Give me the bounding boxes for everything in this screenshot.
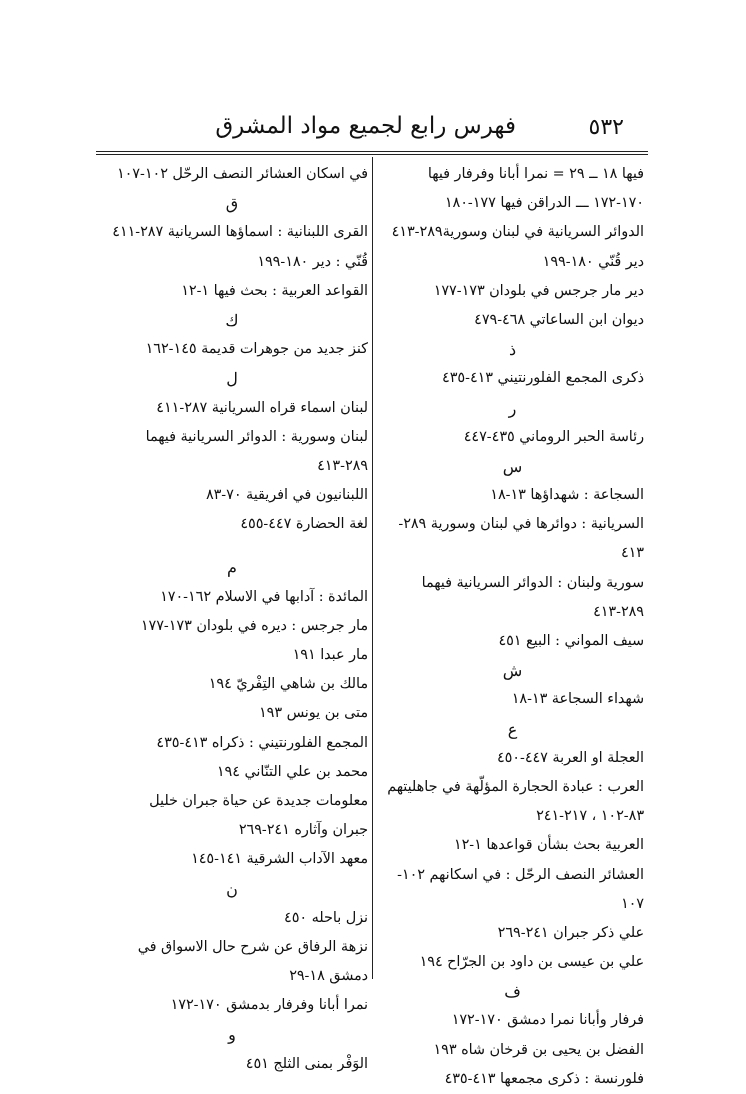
index-entry: فيها ١٨ ــ ٢٩ = نمرا أبانا وفرفار فيها — [427, 166, 644, 182]
index-entry: مار عبدا ١٩١ — [292, 647, 368, 663]
index-entry: العجلة او العربة ٤٤٧-٤٥٠ — [496, 749, 644, 766]
index-entry: الدوائر السريانية في لبنان وسورية٢٨٩-٤١٣ — [391, 224, 644, 241]
index-entry: العربية بحث بشأن قواعدها ١-١٢ — [453, 837, 644, 854]
index-entry: سورية ولبنان : الدوائر السريانية فيهما — [421, 574, 644, 591]
index-entry: لغة الحضارة ٤٤٧-٤٥٥ — [240, 516, 368, 533]
index-entry: متى بن يونس ١٩٣ — [258, 705, 368, 722]
section-letter: ل — [226, 369, 238, 389]
section-letter: ع — [507, 719, 518, 739]
index-entry: ١٧٠-١٧٢ ـــ الدراقن فيها ١٧٧-١٨٠ — [444, 195, 644, 212]
index-entry: معهد الآداب الشرقية ١٤١-١٤٥ — [191, 851, 368, 868]
index-entry: العشائر النصف الرحّل : في اسكانهم ١٠٢- — [397, 866, 644, 883]
section-letter: ر — [508, 398, 517, 418]
index-entry: لبنان اسماء قراه السريانية ٢٨٧-٤١١ — [156, 399, 368, 416]
index-entry: اللبنانيون في افريقية ٧٠-٨٣ — [205, 487, 368, 504]
index-entry: جبران وآثاره ٢٤١-٢٦٩ — [238, 822, 368, 839]
section-letter: ق — [225, 194, 239, 214]
index-entry: الفضل بن يحيى بن قرخان شاه ١٩٣ — [433, 1041, 644, 1058]
column-divider — [372, 157, 373, 979]
index-entry: ديوان ابن الساعاتي ٤٦٨-٤٧٩ — [474, 311, 644, 328]
index-entry: لبنان وسورية : الدوائر السريانية فيهما — [145, 428, 368, 445]
index-entry: القرى اللبنانية : اسماؤها السريانية ٢٨٧-٤١١ — [112, 224, 368, 241]
index-entry: نمرا أبانا وفرفار بدمشق ١٧٠-١٧٢ — [170, 997, 368, 1014]
index-entry: العرب : عبادة الحجارة المؤلّهة في جاهليتهم — [387, 778, 644, 795]
index-entry: فرفار وأبانا نمرا دمشق ١٧٠-١٧٢ — [451, 1012, 644, 1029]
section-letter: و — [228, 1025, 236, 1045]
index-entry — [96, 539, 368, 553]
index-entry: السجاعة : شهداؤها ١٣-١٨ — [490, 487, 644, 504]
index-entry: المجمع الفلورنتيني : ذكراه ٤١٣-٤٣٥ — [156, 734, 368, 751]
index-entry: المائدة : آدابها في الاسلام ١٦٢-١٧٠ — [160, 588, 368, 605]
index-entry: مالك بن شاهي التِفْريّ ١٩٤ — [208, 676, 368, 693]
page-title: فهرس رابع لجميع مواد المشرق — [215, 113, 516, 139]
page-number: ٥٣٢ — [588, 115, 624, 140]
index-entry: علي ذكر جبران ٢٤١-٢٦٩ — [497, 924, 644, 941]
index-entry: ٢٨٩-٤١٣ — [317, 457, 368, 474]
index-entry: معلومات جديدة عن حياة جبران خليل — [149, 792, 368, 809]
index-entry: ٤١٣ — [620, 545, 644, 562]
index-entry: دير مار جرجس في بلودان ١٧٣-١٧٧ — [433, 282, 644, 299]
header-rule-double — [96, 154, 648, 155]
index-entry: الوَفْر بمنى الثلج ٤٥١ — [245, 1055, 368, 1072]
right-index-column — [381, 160, 644, 1094]
section-letter: ك — [225, 310, 239, 330]
left-index-column — [96, 160, 368, 1079]
section-letter: ذ — [508, 340, 517, 360]
index-entry: علي بن عيسى بن داود بن الجرّاح ١٩٤ — [419, 954, 644, 971]
index-entry: ١٠٧ — [620, 895, 644, 912]
index-entry: دمشق ١٨-٢٩ — [289, 968, 368, 985]
header-rule — [96, 151, 648, 152]
index-entry: كنز جديد من جوهرات قديمة ١٤٥-١٦٢ — [145, 341, 368, 358]
index-entry: ٨٣-١٠٢ ، ٢١٧-٢٤١ — [536, 808, 644, 825]
section-letter: ش — [502, 661, 523, 681]
index-entry: قُنّي : دير ١٨٠-١٩٩ — [257, 253, 368, 270]
index-entry: ٢٨٩-٤١٣ — [593, 603, 644, 620]
index-entry: ذكرى المجمع الفلورنتيني ٤١٣-٤٣٥ — [442, 370, 644, 387]
index-entry: مار جرجس : ديره في بلودان ١٧٣-١٧٧ — [140, 617, 368, 634]
index-entry: نزهة الرفاق عن شرح حال الاسواق في — [137, 938, 368, 955]
index-entry: في اسكان العشائر النصف الرحّل ١٠٢-١٠٧ — [116, 166, 368, 182]
index-entry: دير قُنّي ١٨٠-١٩٩ — [542, 253, 644, 270]
section-letter: ن — [226, 879, 238, 899]
section-letter: ف — [504, 982, 521, 1002]
index-entry: فلورنسة : ذكرى مجمعها ٤١٣-٤٣٥ — [444, 1070, 644, 1087]
index-entry: القواعد العربية : بحث فيها ١-١٢ — [181, 282, 368, 299]
index-entry: شهداء السجاعة ١٣-١٨ — [511, 691, 644, 708]
section-letter: م — [227, 558, 237, 578]
index-entry: رئاسة الحبر الروماني ٤٣٥-٤٤٧ — [463, 428, 644, 445]
index-entry: نزل باحله ٤٥٠ — [284, 909, 368, 926]
index-entry: محمد بن علي التنّاني ١٩٤ — [216, 763, 368, 780]
index-entry: السريانية : دوائرها في لبنان وسورية ٢٨٩- — [398, 516, 644, 533]
section-letter: س — [502, 456, 523, 476]
index-entry: سيف المواني : البيع ٤٥١ — [498, 633, 644, 649]
